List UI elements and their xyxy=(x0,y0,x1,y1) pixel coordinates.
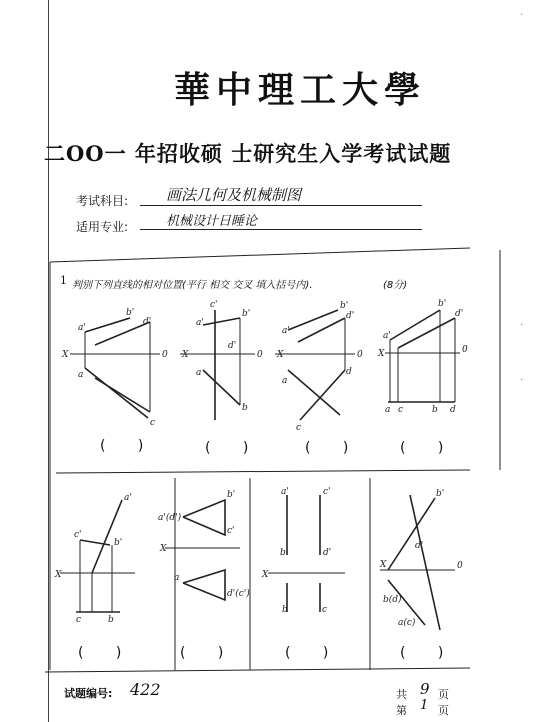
label-b1: b' xyxy=(242,309,251,319)
total-unit: 页 xyxy=(438,688,449,701)
margin-mark: · xyxy=(520,10,524,21)
line-ab-front xyxy=(388,498,435,570)
label-x: X xyxy=(182,350,189,360)
label-b: b xyxy=(432,405,438,415)
label-c1: c' xyxy=(323,487,331,497)
line-cd xyxy=(410,495,440,630)
label-c: c xyxy=(76,615,82,625)
label-c1: c' xyxy=(210,300,218,310)
answer-blank[interactable]: ( ) xyxy=(100,438,158,454)
label-c: c xyxy=(296,423,302,433)
label-b1: b' xyxy=(280,548,289,558)
label-a1: a' xyxy=(78,323,86,333)
label-a1: a' xyxy=(281,487,289,497)
university-name: 華中理工大學 xyxy=(173,70,426,111)
line-cd-front xyxy=(298,318,345,342)
label-x: X xyxy=(62,350,69,360)
line-ab-front xyxy=(203,318,240,325)
label-d: d xyxy=(346,367,352,377)
label-x: X xyxy=(277,350,284,360)
answer-blank[interactable]: ( ) xyxy=(180,645,238,661)
label-x: X xyxy=(262,570,269,580)
label-b: b xyxy=(242,403,248,413)
triangle-top xyxy=(183,570,225,600)
question-score: (8分) xyxy=(383,280,408,291)
label-o: 0 xyxy=(462,345,468,355)
label-c: c xyxy=(150,418,156,428)
label-ad: a'(d') xyxy=(158,513,182,523)
label-bd: b(d) xyxy=(383,595,402,605)
subject-label: 考试科目: xyxy=(76,194,129,208)
label-o: 0 xyxy=(162,350,168,360)
label-a1: a' xyxy=(282,326,290,336)
label-x: X xyxy=(380,560,387,570)
label-ac: a(c) xyxy=(398,618,416,628)
triangle-front xyxy=(183,500,225,535)
label-d1: d' xyxy=(323,548,332,558)
label-d1: d' xyxy=(143,317,152,327)
label-b1: b' xyxy=(227,490,236,500)
line-ab-top xyxy=(288,370,340,415)
line-ab-front xyxy=(288,310,338,330)
line-ab-front xyxy=(92,500,122,573)
answer-blank[interactable]: ( ) xyxy=(400,645,458,661)
answer-blank[interactable]: ( ) xyxy=(78,645,136,661)
label-a: a xyxy=(282,376,288,386)
line-cd-front xyxy=(398,318,455,348)
label-b: b xyxy=(282,605,288,615)
label-a: a xyxy=(385,405,391,415)
label-d: d xyxy=(450,405,456,415)
major-label: 适用专业: xyxy=(76,220,129,234)
margin-mark: · xyxy=(520,375,524,386)
label-b1: b' xyxy=(438,299,447,309)
label-b1: b' xyxy=(126,308,135,318)
label-x: X xyxy=(378,349,385,359)
subject-value: 画法几何及机械制图 xyxy=(140,184,422,206)
line-ab-top xyxy=(85,368,148,418)
exam-title: 二OO一 年招收硕 士研究生入学考试试题 xyxy=(44,141,452,166)
label-a: a xyxy=(174,573,180,583)
answer-blank[interactable]: ( ) xyxy=(305,440,363,456)
row-divider xyxy=(56,470,470,473)
label-b1: b' xyxy=(114,538,123,548)
label-o: 0 xyxy=(457,561,463,571)
label-a1: a' xyxy=(383,331,391,341)
label-d1: d' xyxy=(346,311,355,321)
label-a1: a' xyxy=(124,493,132,503)
total-label: 共 xyxy=(396,688,407,701)
current-page: 1 xyxy=(420,698,429,713)
answer-blank[interactable]: ( ) xyxy=(400,440,458,456)
label-d1: d' xyxy=(415,541,424,551)
code-value: 422 xyxy=(130,680,161,699)
label-c: c xyxy=(322,605,328,615)
point-labels xyxy=(54,299,468,628)
label-b1: b' xyxy=(436,489,445,499)
label-dc: d'(c') xyxy=(227,589,250,599)
label-o: 0 xyxy=(257,350,263,360)
line-cd-top xyxy=(95,378,150,412)
label-o: 0 xyxy=(357,350,363,360)
label-c1: c' xyxy=(74,530,82,540)
line-cd-front xyxy=(95,322,150,345)
question-text: 判别下列直线的相对位置(平行 相交 交叉 填入括号内). xyxy=(72,280,313,291)
label-c: c xyxy=(398,405,404,415)
margin-mark: · xyxy=(520,320,524,331)
label-a1: a' xyxy=(196,318,204,328)
label-a: a xyxy=(78,370,84,380)
frame-top-line xyxy=(50,248,470,262)
label-x: X xyxy=(160,544,167,554)
label-b: b xyxy=(108,615,114,625)
answer-blank[interactable]: ( ) xyxy=(285,645,343,661)
question-number: 1 xyxy=(60,274,67,287)
line-ab-front xyxy=(390,310,440,340)
current-unit: 页 xyxy=(438,704,449,717)
line-ab-top xyxy=(203,370,240,405)
label-b1: b' xyxy=(340,301,349,311)
line-ab-front xyxy=(85,318,130,332)
label-d1: d' xyxy=(455,309,464,319)
current-label: 第 xyxy=(396,704,407,717)
code-label: 试题编号: xyxy=(64,687,113,700)
label-a: a xyxy=(196,368,202,378)
frame-bottom-line xyxy=(45,668,470,672)
label-d1: d' xyxy=(228,341,237,351)
answer-blank[interactable]: ( ) xyxy=(205,440,263,456)
major-value: 机械设计日睡论 xyxy=(140,210,422,230)
label-x: X xyxy=(55,570,62,580)
label-c1: c' xyxy=(227,526,235,536)
total-pages: 9 xyxy=(420,680,430,698)
